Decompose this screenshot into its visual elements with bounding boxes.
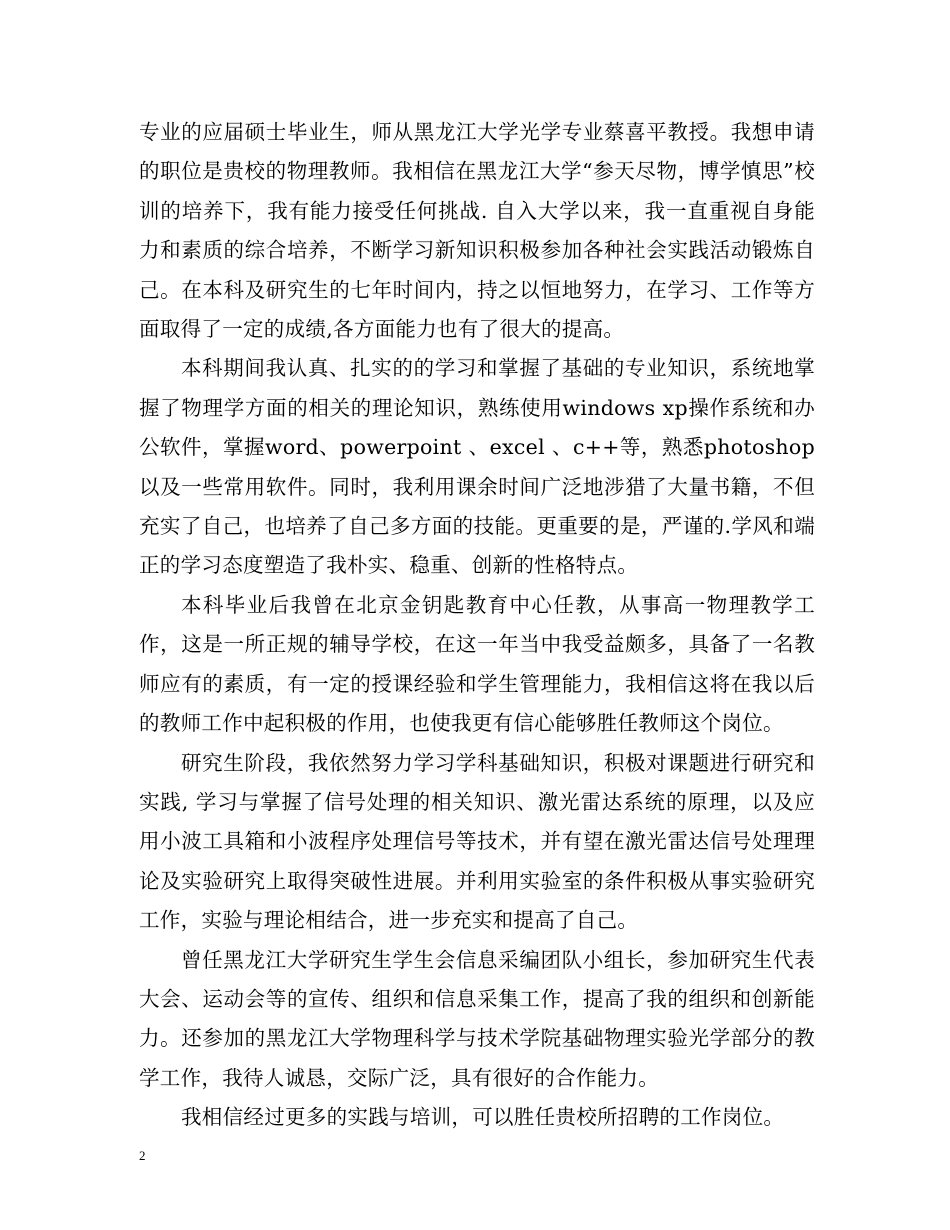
paragraph-graduate-study: 研究生阶段，我依然努力学习学科基础知识，积极对课题进行研究和实践, 学习与掌握了信号处理的相关知识、激光雷达系统的原理，以及应用小波工具箱和小波程序处理信号等技术，并有望在激光雷达信号处理理论及实验研究上取得突破性进展。并利用实验室的条件积极从事实验研究工作，实验与理论相结合，进一步充实和提高了自己。: [139, 750, 815, 933]
paragraph-intro: 专业的应届硕士毕业生，师从黑龙江大学光学专业蔡喜平教授。我想申请的职位是贵校的物理教师。我相信在黑龙江大学“参天尽物，博学慎思”校训的培养下，我有能力接受任何挑战. 自入大学以来，我一直重视自身能力和素质的综合培养，不断学习新知识积极参加各种社会实践活动锻炼自己。在本科及研究生的七年时间内，持之以恒地努力，在学习、工作等方面取得了一定的成绩,各方面能力也有了很大的提高。: [139, 120, 815, 342]
body-text: [139, 113, 815, 1138]
paragraph-undergraduate: 本科期间我认真、扎实的的学习和掌握了基础的专业知识，系统地掌握了物理学方面的相关的理论知识，熟练使用windows xp操作系统和办公软件，掌握word、powerpoint 、excel 、c++等，熟悉photoshop以及一些常用软件。同时，我利用课余时间广泛地涉猎了大量书籍，不但充实了自己，也培养了自己多方面的技能。更重要的是，严谨的.学风和端正的学习态度塑造了我朴实、稳重、创新的性格特点。: [139, 356, 815, 578]
paragraph-student-union: 曾任黑龙江大学研究生学生会信息采编团队小组长，参加研究生代表大会、运动会等的宣传、组织和信息采集工作，提高了我的组织和创新能力。还参加的黑龙江大学物理科学与技术学院基础物理实验光学部分的教学工作，我待人诚恳，交际广泛，具有很好的合作能力。: [139, 947, 815, 1090]
paragraph-teaching-experience: 本科毕业后我曾在北京金钥匙教育中心任教，从事高一物理教学工作，这是一所正规的辅导学校，在这一年当中我受益颇多，具备了一名教师应有的素质，有一定的授课经验和学生管理能力，我相信这将在我以后的教师工作中起积极的作用，也使我更有信心能够胜任教师这个岗位。: [139, 592, 815, 736]
paragraph-closing: 我相信经过更多的实践与培训，可以胜任贵校所招聘的工作岗位。: [181, 1105, 785, 1130]
page-number: 2: [139, 1148, 146, 1163]
